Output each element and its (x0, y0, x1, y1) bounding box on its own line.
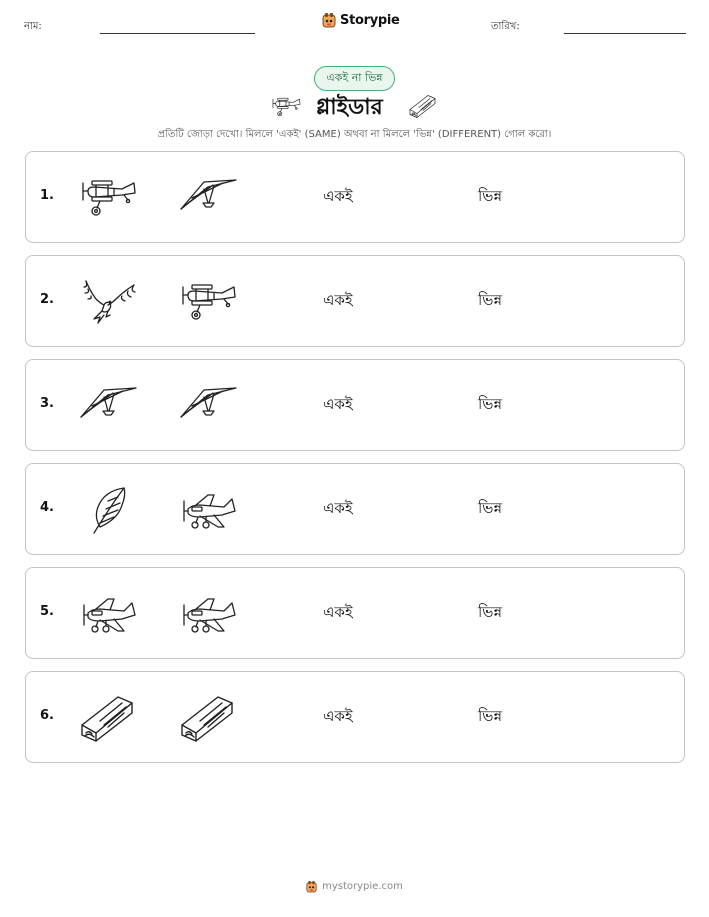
footer (0, 880, 709, 893)
question-card (25, 671, 685, 763)
option-same[interactable]: একই (323, 187, 353, 205)
instructions: প্রতিটি জোড়া দেখো। মিললে 'একই' (SAME) অথবা না মিললে 'ভিন্ন' (DIFFERENT) গোল করো। (157, 129, 552, 140)
name-label: নাম: (24, 21, 42, 32)
question-number: 3. (40, 396, 54, 411)
storypie-mascot-icon (322, 12, 336, 28)
question-number: 1. (40, 188, 54, 203)
wood-plank-icon (78, 693, 138, 743)
question-card (25, 255, 685, 347)
option-same[interactable]: একই (323, 291, 353, 309)
biplane-icon (78, 173, 138, 223)
wood-plank-icon (408, 92, 438, 120)
option-different[interactable]: ভিন্ন (478, 395, 503, 413)
option-different[interactable]: ভিন্ন (478, 603, 503, 621)
logo-text: Storypie (340, 12, 400, 28)
question-number: 2. (40, 292, 54, 307)
question-card (25, 151, 685, 243)
topic-badge: একই না ভিন্ন (314, 66, 395, 91)
question-number: 4. (40, 500, 54, 515)
option-same[interactable]: একই (323, 395, 353, 413)
option-different[interactable]: ভিন্ন (478, 291, 503, 309)
option-different[interactable]: ভিন্ন (478, 499, 503, 517)
propeller-plane-icon (178, 485, 238, 535)
propeller-plane-icon (178, 589, 238, 639)
date-line[interactable] (564, 33, 686, 34)
date-label: তারিখ: (491, 21, 520, 32)
storypie-mascot-icon (306, 880, 317, 893)
biplane-icon (269, 94, 303, 120)
question-card (25, 463, 685, 555)
option-different[interactable]: ভিন্ন (478, 707, 503, 725)
biplane-icon (178, 277, 238, 327)
name-line[interactable] (100, 33, 255, 34)
option-same[interactable]: একই (323, 499, 353, 517)
question-card (25, 359, 685, 451)
option-same[interactable]: একই (323, 707, 353, 725)
hang-glider-icon (178, 173, 238, 223)
question-number: 6. (40, 708, 54, 723)
feather-icon (78, 485, 138, 535)
wood-plank-icon (178, 693, 238, 743)
hang-glider-icon (78, 381, 138, 431)
question-card (25, 567, 685, 659)
footer-url: mystorypie.com (322, 881, 403, 892)
propeller-plane-icon (78, 589, 138, 639)
page-title: গ্লাইডার (316, 95, 383, 120)
title-row (0, 90, 709, 122)
option-different[interactable]: ভিন্ন (478, 187, 503, 205)
question-number: 5. (40, 604, 54, 619)
hang-glider-icon (178, 381, 238, 431)
storypie-logo (322, 12, 400, 28)
option-same[interactable]: একই (323, 603, 353, 621)
eagle-icon (78, 277, 138, 327)
